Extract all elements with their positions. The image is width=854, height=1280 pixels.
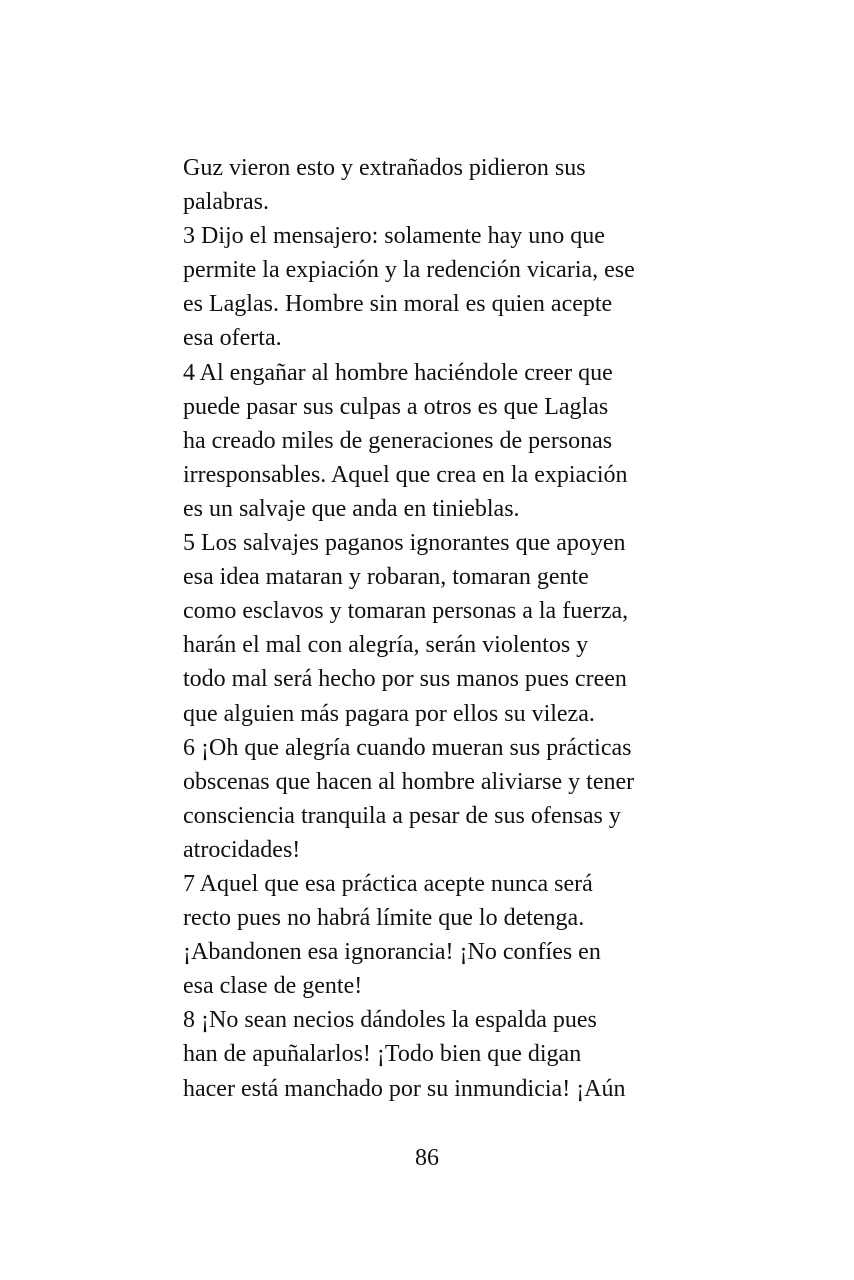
text-line: hacer está manchado por su inmundicia! ¡Aún — [183, 1075, 626, 1102]
text-line: 8 ¡No sean necios dándoles la espalda pues — [183, 1007, 597, 1034]
text-line: 4 Al engañar al hombre haciéndole creer que — [183, 359, 613, 386]
text-line: esa idea mataran y robaran, tomaran gente — [183, 564, 589, 591]
text-line: 5 Los salvajes paganos ignorantes que apoyen — [183, 530, 626, 557]
text-line: 3 Dijo el mensajero: solamente hay uno que — [183, 223, 605, 250]
text-line: atrocidades! — [183, 836, 301, 863]
text-line: ha creado miles de generaciones de personas — [183, 427, 613, 454]
text-line: Guz vieron esto y extrañados pidieron sus — [183, 155, 586, 181]
text-line: 6 ¡Oh que alegría cuando mueran sus prácticas — [183, 734, 632, 761]
page-number: 86 — [415, 1145, 439, 1171]
text-line: 7 Aquel que esa práctica acepte nunca será — [183, 870, 593, 897]
text-line: esa clase de gente! — [183, 973, 363, 1000]
text-line: que alguien más pagara por ellos su vileza. — [183, 700, 595, 727]
text-line: es Laglas. Hombre sin moral es quien acepte — [183, 291, 613, 318]
text-line: irresponsables. Aquel que crea en la expiación — [183, 461, 628, 488]
text-line: todo mal será hecho por sus manos pues creen — [183, 666, 627, 693]
text-line: han de apuñalarlos! ¡Todo bien que digan — [183, 1041, 582, 1068]
body-text — [183, 151, 683, 1106]
text-line: permite la expiación y la redención vicaria, ese — [183, 257, 635, 284]
text-line: obscenas que hacen al hombre aliviarse y tener — [183, 768, 635, 795]
text-line: esa oferta. — [183, 325, 282, 352]
text-line: consciencia tranquila a pesar de sus ofensas y — [183, 802, 621, 829]
text-line: ¡Abandonen esa ignorancia! ¡No confíes en — [183, 939, 601, 966]
text-line: palabras. — [183, 189, 269, 216]
text-line: puede pasar sus culpas a otros es que Laglas — [183, 393, 609, 420]
text-line: como esclavos y tomaran personas a la fuerza, — [183, 598, 629, 625]
text-line: recto pues no habrá límite que lo detenga. — [183, 905, 585, 932]
text-line: es un salvaje que anda en tinieblas. — [183, 495, 520, 522]
text-line: harán el mal con alegría, serán violentos y — [183, 632, 589, 659]
